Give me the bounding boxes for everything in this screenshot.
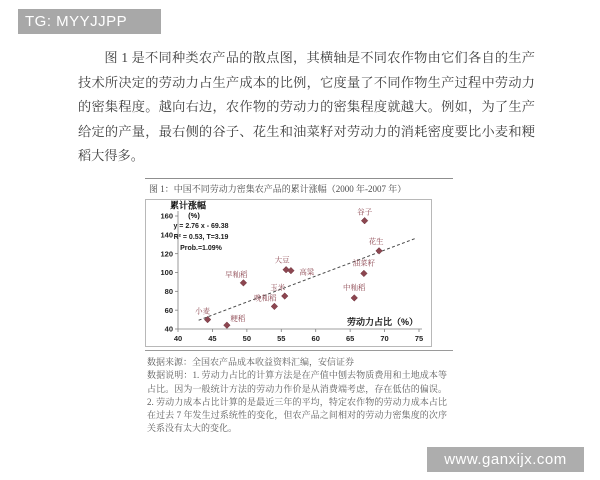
scatter-point: [281, 293, 288, 300]
y-axis-unit: (%): [188, 211, 200, 220]
figure-frame: [145, 178, 453, 351]
point-label: 中籼稻: [343, 282, 366, 292]
x-tick-label: 55: [277, 334, 286, 343]
x-tick-label: 40: [173, 334, 183, 343]
x-tick-label: 45: [208, 334, 217, 343]
scatter-point: [361, 217, 368, 224]
figure-data-note: 数据说明：1. 劳动力占比的计算方法是在产值中刨去物质费用和土地成本等占比。因为一般统计方法的劳动力作价是从消费端考虑，存在低估的偏误。2. 劳动力成本占比计算的是最近三年的平均，特定农作物的劳动力成本占比在过去 7 年发生过系统性的变化，但农产品之间相对的劳动力密集度的次序关系没有太大的变化。: [147, 370, 447, 434]
figure-block: [145, 178, 453, 436]
trend-line: [199, 238, 416, 320]
x-tick-label: 65: [345, 334, 355, 343]
figure-title: 图 1：中国不同劳动力密集农产品的累计涨幅（2000 年-2007 年）: [149, 184, 407, 194]
figure-notes: [147, 356, 447, 436]
y-tick-label: 40: [164, 324, 173, 334]
regression-equation: y = 2.76 x - 69.38: [173, 223, 229, 230]
scatter-point: [351, 295, 358, 302]
x-axis-title: 劳动力占比（%）: [346, 317, 418, 327]
y-tick-label: 160: [160, 211, 173, 221]
watermark-bottom-text: www.ganxijx.com: [444, 451, 567, 468]
point-label: 油菜籽: [352, 258, 376, 268]
point-label: 小麦: [195, 306, 211, 316]
scatter-point: [376, 248, 383, 255]
point-label: 粳稻: [230, 314, 246, 324]
regression-fit-stats: R² = 0.53, T=3.19: [173, 234, 229, 241]
y-tick-label: 80: [164, 286, 173, 296]
point-label: 晚籼稻: [254, 293, 277, 303]
point-label: 花生: [368, 236, 384, 246]
scatter-chart-svg: [146, 200, 431, 346]
figure-title-rule: [145, 178, 453, 199]
scatter-point: [240, 280, 247, 287]
x-tick-label: 75: [414, 334, 424, 343]
point-label: 大豆: [274, 255, 290, 265]
scatter-point: [361, 270, 368, 277]
watermark-bottom-banner: [427, 447, 584, 472]
scatter-chart: [145, 199, 432, 347]
x-tick-label: 60: [311, 334, 320, 343]
scatter-point: [224, 322, 231, 329]
x-tick-label: 50: [242, 334, 252, 343]
y-tick-label: 120: [160, 249, 173, 259]
point-label: 玉米: [270, 283, 286, 293]
y-tick-label: 100: [160, 268, 173, 278]
point-label: 谷子: [357, 207, 373, 217]
regression-prob: Prob.=1.09%: [180, 245, 222, 252]
y-tick-label: 140: [160, 230, 173, 240]
scatter-point: [271, 303, 278, 310]
watermark-top-text: TG: MYYJJPP: [25, 13, 128, 30]
watermark-top-banner: [18, 9, 161, 34]
body-paragraph: 图 1 是不同种类农产品的散点图，其横轴是不同农作物由它们各自的生产技术所决定的劳动力占生产成本的比例，它度量了不同作物生产过程中劳动力的密集程度。越向右边，农作物的劳动力的密集程度就越大。例如，为了生产给定的产量，最右侧的谷子、花生和油菜籽对劳动力的消耗密度要比小麦和粳稻大得多。: [78, 50, 535, 164]
y-tick-label: 60: [164, 305, 173, 315]
point-label: 高粱: [299, 267, 315, 277]
y-axis-title: 累计涨幅: [169, 200, 207, 211]
figure-source-note: 数据来源：全国农产品成本收益资料汇编，安信证券: [147, 357, 355, 367]
x-tick-label: 70: [380, 334, 389, 343]
point-label: 早籼稻: [225, 269, 248, 279]
scatter-point: [288, 267, 295, 274]
